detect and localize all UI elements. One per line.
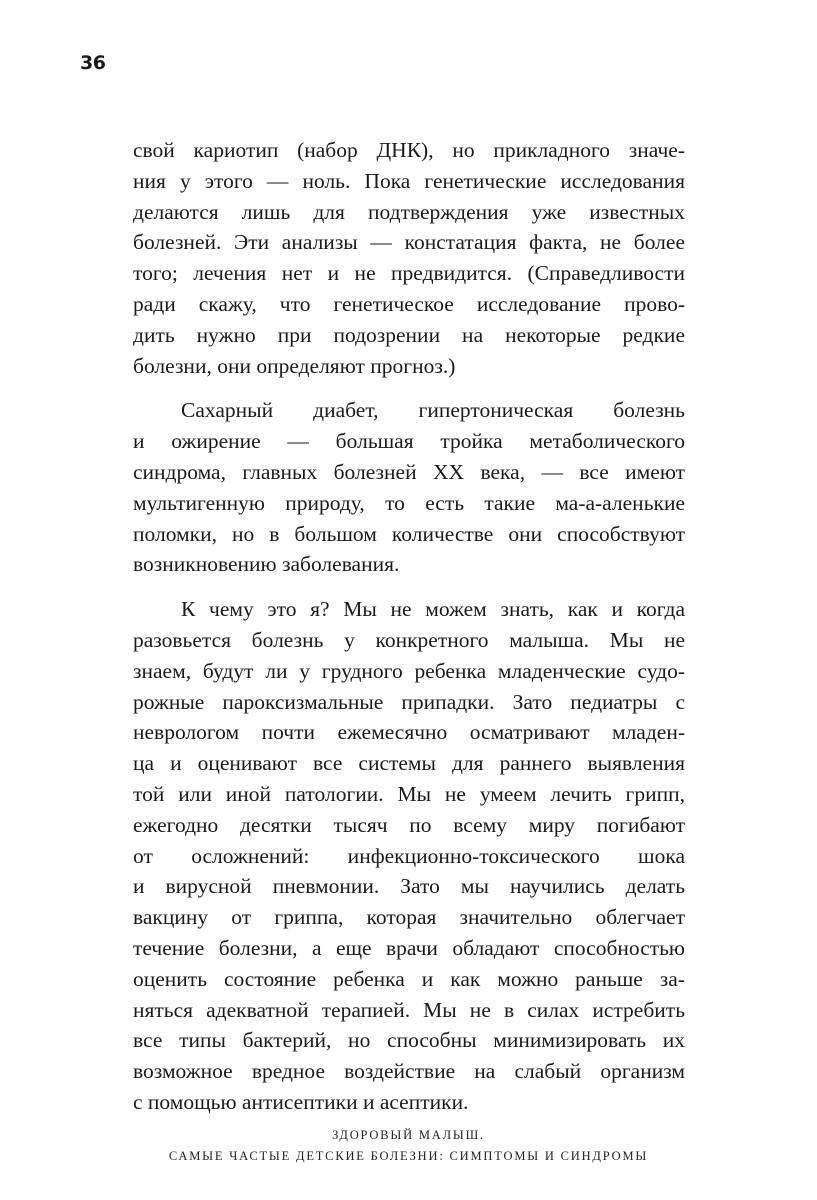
text-line: делаются лишь для подтверждения уже известных (133, 199, 685, 224)
book-subtitle: САМЫЕ ЧАСТЫЕ ДЕТСКИЕ БОЛЕЗНИ: СИМПТОМЫ И СИНДРОМЫ (168, 1149, 649, 1163)
text-line: дить нужно при подозрении на некоторые редкие (133, 322, 685, 347)
text-line: от осложнений: инфекционно-токсического шока (133, 843, 685, 868)
text-line: поломки, но в большом количестве они способствуют (133, 521, 685, 546)
text-line: течение болезни, а еще врачи обладают способностью (133, 935, 685, 960)
text-line: К чему это я? Мы не можем знать, как и когда (181, 597, 685, 622)
text-line: возникновению заболевания. (133, 552, 400, 577)
paragraph-3 (133, 594, 685, 1118)
text-line: болезни, они определяют прогноз.) (133, 353, 456, 378)
text-line: того; лечения нет и не предвидится. (Справедливости (133, 261, 685, 286)
text-line: оценить состояние ребенка и как можно раньше за- (133, 966, 685, 991)
text-line: и вирусной пневмонии. Зато мы научились делать (133, 874, 685, 899)
text-line: рожные пароксизмальные припадки. Зато педиатры с (133, 689, 685, 714)
text-line: неврологом почти ежемесячно осматривают младен- (133, 720, 685, 745)
body-text (133, 135, 685, 1118)
text-line: свой кариотип (набор ДНК), но прикладного значе- (133, 138, 685, 162)
text-line: знаем, будут ли у грудного ребенка младенческие судо- (133, 658, 685, 683)
text-line: болезней. Эти анализы — констатация факта, не более (133, 230, 685, 255)
running-footer (0, 1125, 817, 1167)
text-line: и ожирение — большая тройка метаболического (133, 429, 685, 454)
text-line: с помощью антисептики и асептики. (133, 1089, 469, 1114)
paragraph-1 (133, 135, 685, 381)
paragraph-2 (133, 395, 685, 580)
text-line: Сахарный диабет, гипертоническая болезнь (181, 398, 685, 423)
text-line: той или иной патологии. Мы не умеем лечить грипп, (133, 781, 685, 806)
text-line: ца и оценивают все системы для раннего выявления (133, 751, 685, 776)
text-line: ния у этого — ноль. Пока генетические исследования (133, 168, 685, 193)
page-number: 36 (80, 52, 106, 74)
text-line: няться адекватной терапией. Мы не в силах истребить (133, 997, 685, 1022)
text-line: ради скажу, что генетическое исследование прово- (133, 291, 685, 316)
text-line: все типы бактерий, но способны минимизировать их (133, 1028, 685, 1053)
text-line: синдрома, главных болезней XX века, — все имеют (133, 459, 685, 484)
text-line: ежегодно десятки тысяч по всему миру погибают (133, 812, 685, 837)
text-line: вакцину от гриппа, которая значительно облегчает (133, 905, 685, 930)
text-line: разовьется болезнь у конкретного малыша. Мы не (133, 627, 685, 652)
text-line: мультигенную природу, то есть такие ма-а-аленькие (133, 490, 685, 515)
text-line: возможное вредное воздействие на слабый организм (133, 1059, 685, 1084)
book-title: ЗДОРОВЫЙ МАЛЫШ. (332, 1128, 485, 1142)
